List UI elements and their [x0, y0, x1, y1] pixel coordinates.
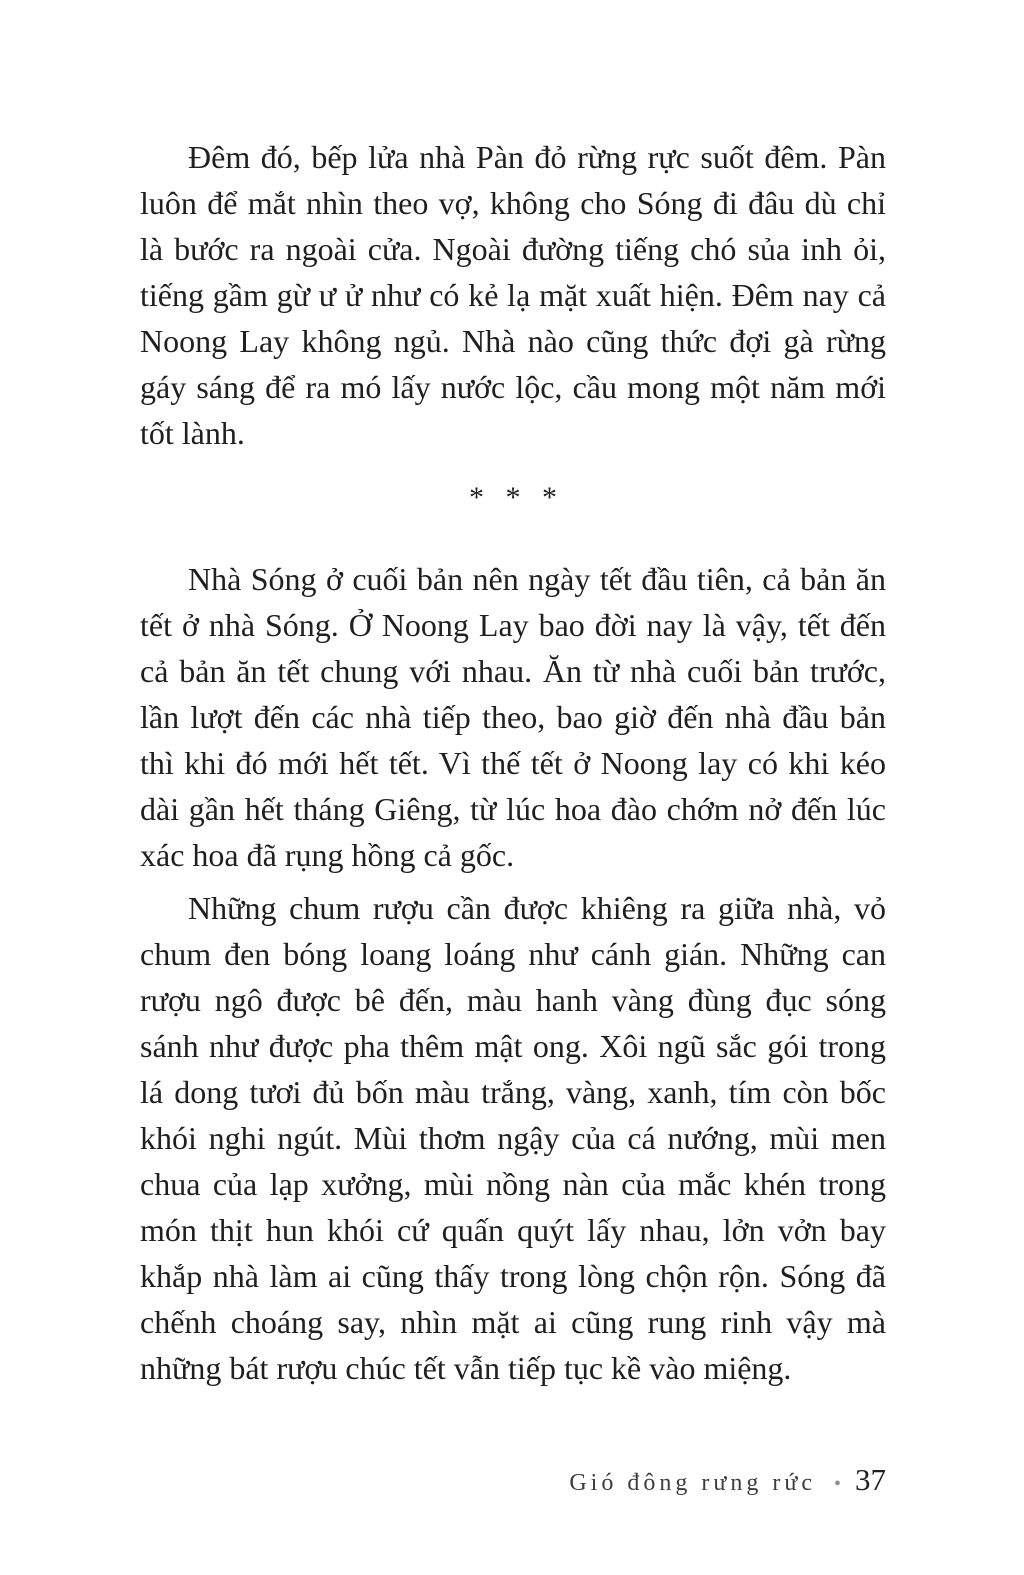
paragraph: Đêm đó, bếp lửa nhà Pàn đỏ rừng rực suốt đêm. Pàn luôn để mắt nhìn theo vợ, không cho Sóng đi đâu dù chỉ là bước ra ngoài cửa. Ngoài đường tiếng chó sủa inh ỏi, tiếng gầm gừ ư ử như có kẻ lạ mặt xuất hiện. Đêm nay cả Noong Lay không ngủ. Nhà nào cũng thức đợi gà rừng gáy sáng để ra mó lấy nước lộc, cầu mong một năm mới tốt lành.	[140, 139, 886, 451]
paragraph: Những chum rượu cần được khiêng ra giữa nhà, vỏ chum đen bóng loang loáng như cánh gián. Những can rượu ngô được bê đến, màu hanh vàng đùng đục sóng sánh như được pha thêm mật ong. Xôi ngũ sắc gói trong lá dong tươi đủ bốn màu trắng, vàng, xanh, tím còn bốc khói nghi ngút. Mùi thơm ngậy của cá nướng, mùi men chua của lạp xưởng, mùi nồng nàn của mắc khén trong món thịt hun khói cứ quấn quýt lấy nhau, lởn vởn bay khắp nhà làm ai cũng thấy trong lòng chộn rộn. Sóng đã chếnh choáng say, nhìn mặt ai cũng rung rinh vậy mà những bát rượu chúc tết vẫn tiếp tục kề vào miệng.	[140, 890, 886, 1386]
section-separator: * * *	[469, 481, 557, 514]
page-text	[140, 134, 886, 1391]
running-title: Gió đông rưng rức	[569, 1470, 816, 1496]
page-footer	[569, 1462, 886, 1498]
paragraph: Nhà Sóng ở cuối bản nên ngày tết đầu tiên, cả bản ăn tết ở nhà Sóng. Ở Noong Lay bao đời nay là vậy, tết đến cả bản ăn tết chung với nhau. Ăn từ nhà cuối bản trước, lần lượt đến các nhà tiếp theo, bao giờ đến nhà đầu bản thì khi đó mới hết tết. Vì thế tết ở Noong lay có khi kéo dài gần hết tháng Giêng, từ lúc hoa đào chớm nở đến lúc xác hoa đã rụng hồng cả gốc.	[140, 561, 886, 873]
footer-dot-icon: •	[833, 1473, 841, 1495]
page-number: 37	[855, 1462, 886, 1497]
